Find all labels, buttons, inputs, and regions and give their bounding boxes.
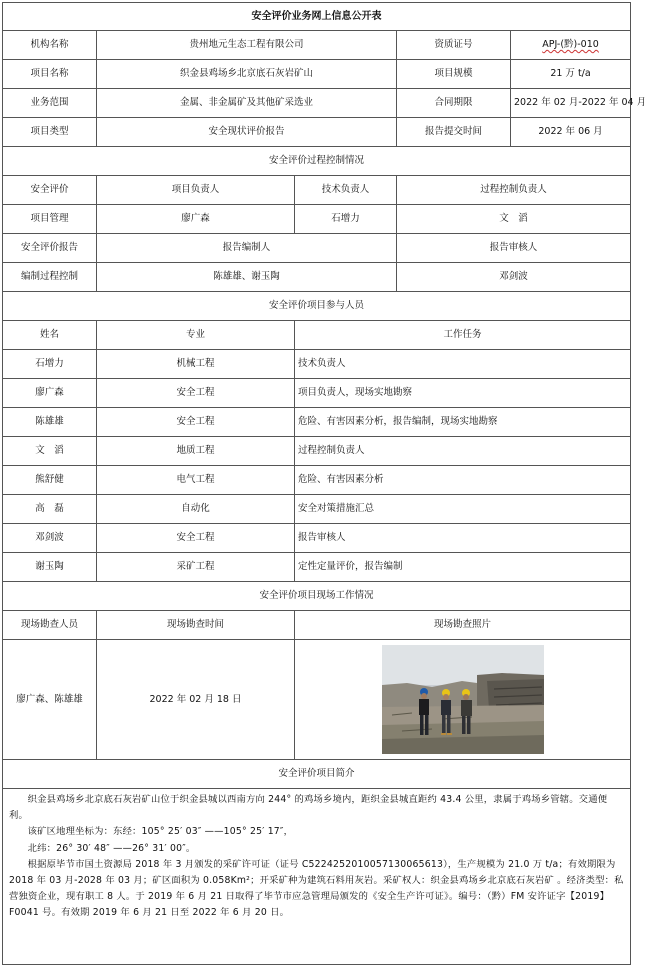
staff-section-title: 安全评价项目参与人员 <box>3 292 631 321</box>
tech-lead-label: 技术负责人 <box>295 176 397 205</box>
tech-lead-value: 石增力 <box>295 205 397 234</box>
cert-label: 资质证号 <box>397 31 511 60</box>
staff-name: 谢玉陶 <box>3 553 97 582</box>
survey-header-time: 现场勘查时间 <box>97 611 295 640</box>
project-type-label: 项目类型 <box>3 118 97 147</box>
report-author-value: 陈雄雄、谢玉陶 <box>97 263 397 292</box>
project-scale-label: 项目规模 <box>397 60 511 89</box>
table-row <box>3 553 631 582</box>
intro-paragraph-4: 根据原毕节市国土资源局 2018 年 3 月颁发的采矿许可证（证号 C5224252010057130065613），生产规模为 21.0 万 t/a；有效期限为 2018 年 03 月-2028 年 03 月；矿区面积为 0.058Km²；开采矿种为建筑石料用灰岩。采矿权人：织金县鸡场乡北京底石灰岩矿 。经济类型：私营独资企业，现有职工 8 人。于 2019 年 6 月 21 日取得了毕节市应急管理局颁发的《安全生产许可证》。编号：（黔）FM 安许证字【2019】F0041 号。有效期 2019 年 6 月 21 日至 2022 年 6 月 20 日。 <box>9 858 624 919</box>
staff-task: 项目负责人，现场实地勘察 <box>295 379 631 408</box>
staff-name: 高 磊 <box>3 495 97 524</box>
submit-time-value: 2022 年 06 月 <box>511 118 631 147</box>
table-row <box>3 437 631 466</box>
staff-name: 陈雄雄 <box>3 408 97 437</box>
staff-task: 报告审核人 <box>295 524 631 553</box>
form-title: 安全评价业务网上信息公开表 <box>3 3 631 31</box>
survey-people: 廖广森、陈雄雄 <box>3 640 97 760</box>
process-control-lead-value: 文 滔 <box>397 205 631 234</box>
contract-period-value: 2022 年 02 月-2022 年 04 月 <box>511 89 631 118</box>
report-author-label: 报告编制人 <box>97 234 397 263</box>
cert-value <box>511 31 631 60</box>
table-row <box>3 408 631 437</box>
intro-body <box>3 789 631 965</box>
disclosure-form <box>2 2 646 965</box>
staff-name: 文 滔 <box>3 437 97 466</box>
staff-major: 机械工程 <box>97 350 295 379</box>
project-lead-value: 廖广森 <box>97 205 295 234</box>
process-mgmt-label-1: 安全评价 <box>3 176 97 205</box>
staff-task: 过程控制负责人 <box>295 437 631 466</box>
org-value: 贵州地元生态工程有限公司 <box>97 31 397 60</box>
staff-task: 危险、有害因素分析，报告编制，现场实地勘察 <box>295 408 631 437</box>
project-name-value: 织金县鸡场乡北京底石灰岩矿山 <box>97 60 397 89</box>
org-label: 机构名称 <box>3 31 97 60</box>
project-name-label: 项目名称 <box>3 60 97 89</box>
scope-value: 金属、非金属矿及其他矿采选业 <box>97 89 397 118</box>
staff-header-task: 工作任务 <box>295 321 631 350</box>
survey-photo-cell <box>295 640 631 760</box>
project-scale-value: 21 万 t/a <box>511 60 631 89</box>
table-row <box>3 466 631 495</box>
disclosure-table <box>2 2 646 965</box>
process-section-title: 安全评价过程控制情况 <box>3 147 631 176</box>
intro-section-title: 安全评价项目简介 <box>3 760 631 789</box>
staff-task: 危险、有害因素分析 <box>295 466 631 495</box>
intro-paragraph-1: 织金县鸡场乡北京底石灰岩矿山位于织金县城以西南方向 244° 的鸡场乡境内，距织金县城直距约 43.4 公里，隶属于鸡场乡管辖。交通便利。 <box>9 794 608 822</box>
staff-major: 地质工程 <box>97 437 295 466</box>
intro-paragraph-2: 该矿区地理坐标为：东经：105° 25′ 03″ ——105° 25′ 17″， <box>27 826 294 838</box>
table-row <box>3 379 631 408</box>
survey-date: 2022 年 02 月 18 日 <box>97 640 295 760</box>
report-reviewer-value: 邓剑波 <box>397 263 631 292</box>
staff-name: 石增力 <box>3 350 97 379</box>
survey-header-people: 现场勘查人员 <box>3 611 97 640</box>
cert-value-text: APJ-(黔)-010 <box>542 39 599 50</box>
staff-task: 安全对策措施汇总 <box>295 495 631 524</box>
staff-name: 邓剑波 <box>3 524 97 553</box>
staff-major: 自动化 <box>97 495 295 524</box>
staff-major: 电气工程 <box>97 466 295 495</box>
process-control-lead-label: 过程控制负责人 <box>397 176 631 205</box>
survey-section-title: 安全评价项目现场工作情况 <box>3 582 631 611</box>
project-lead-label: 项目负责人 <box>97 176 295 205</box>
contract-period-label: 合同期限 <box>397 89 511 118</box>
staff-major: 采矿工程 <box>97 553 295 582</box>
scope-label: 业务范围 <box>3 89 97 118</box>
staff-task: 技术负责人 <box>295 350 631 379</box>
staff-major: 安全工程 <box>97 408 295 437</box>
table-row <box>3 524 631 553</box>
survey-header-photo: 现场勘查照片 <box>295 611 631 640</box>
report-process-label-2: 编制过程控制 <box>3 263 97 292</box>
process-mgmt-label-2: 项目管理 <box>3 205 97 234</box>
table-row <box>3 495 631 524</box>
table-row <box>3 350 631 379</box>
report-reviewer-label: 报告审核人 <box>397 234 631 263</box>
report-process-label-1: 安全评价报告 <box>3 234 97 263</box>
staff-name: 廖广森 <box>3 379 97 408</box>
project-type-value: 安全现状评价报告 <box>97 118 397 147</box>
staff-major: 安全工程 <box>97 379 295 408</box>
staff-name: 熊舒健 <box>3 466 97 495</box>
staff-header-major: 专业 <box>97 321 295 350</box>
survey-photo <box>382 645 544 754</box>
staff-task: 定性定量评价，报告编制 <box>295 553 631 582</box>
staff-header-name: 姓名 <box>3 321 97 350</box>
intro-paragraph-3: 北纬：26° 30′ 48″ ——26° 31′ 00″。 <box>27 842 196 854</box>
staff-major: 安全工程 <box>97 524 295 553</box>
submit-time-label: 报告提交时间 <box>397 118 511 147</box>
